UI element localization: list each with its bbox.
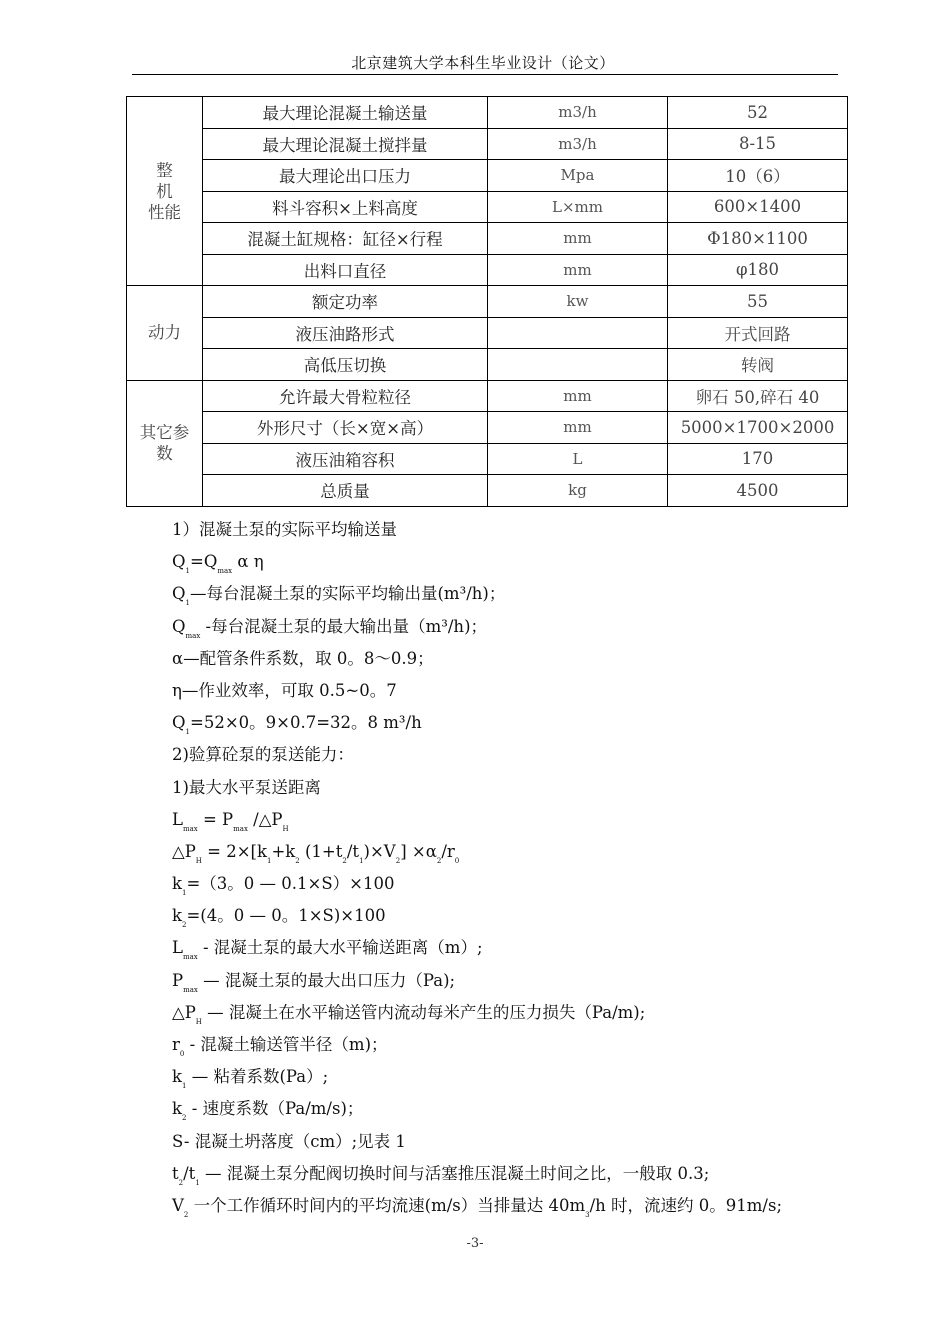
param-cell: 混凝土缸规格：缸径×行程 [203, 223, 488, 255]
text-run: —每台混凝土泵的实际平均输出量(m³/h)； [190, 584, 506, 604]
param-cell: 液压油箱容积 [203, 443, 488, 475]
subscript: 1 [266, 856, 272, 865]
text-run: (1+t [299, 841, 343, 861]
table-row [127, 254, 848, 286]
unit-cell: m3/h [488, 97, 668, 129]
param-cell: 允许最大骨粒粒径 [203, 380, 488, 412]
text-line [172, 932, 852, 964]
subscript: max [182, 824, 198, 833]
unit-cell [488, 317, 668, 349]
value-cell: 52 [668, 97, 848, 129]
table-row [127, 317, 848, 349]
text-run: - 混凝土泵的最大水平输送距离（m）; [197, 938, 483, 958]
text-line [172, 997, 852, 1029]
param-cell: 液压油路形式 [203, 317, 488, 349]
text-run: t [172, 1163, 179, 1183]
subscript: H [282, 824, 289, 833]
header-rule [132, 74, 838, 75]
unit-cell: mm [488, 223, 668, 255]
subscript: max [233, 824, 248, 833]
formula-line [172, 868, 852, 900]
param-cell: 最大理论混凝土输送量 [203, 97, 488, 129]
unit-cell: kw [488, 286, 668, 318]
param-cell: 额定功率 [203, 286, 488, 318]
table-row [127, 443, 848, 475]
text-run: -每台混凝土泵的最大输出量（m³/h)； [200, 616, 488, 636]
subscript: 2 [182, 921, 187, 930]
text-run: Q [172, 713, 186, 733]
unit-cell: mm [488, 412, 668, 444]
subscript: 2 [436, 856, 442, 865]
unit-cell: L [488, 443, 668, 475]
subscript: 2 [183, 1210, 189, 1219]
value-cell: 8-15 [668, 128, 848, 160]
table-row [127, 349, 848, 381]
subscript: H [195, 1017, 202, 1026]
text-run: /△P [247, 809, 283, 829]
table-row [127, 223, 848, 255]
subscript: H [195, 856, 202, 865]
text-run: V [172, 1195, 184, 1215]
text-run: — 粘着系数(Pa）; [186, 1067, 329, 1087]
subscript: 0 [179, 1050, 185, 1058]
text-line [172, 1061, 852, 1093]
subscript: max [217, 567, 233, 576]
subscript: 1 [359, 856, 364, 865]
text-run: k [172, 1099, 182, 1119]
text-run: L [172, 938, 183, 958]
text-run: k [172, 874, 182, 894]
text-run: △P [172, 1002, 196, 1022]
text-run: ] ×α [400, 841, 437, 861]
text-run: r [172, 1035, 180, 1054]
subscript: 3 [585, 1210, 590, 1219]
text-run: /h 时，流速约 0。91m/s; [589, 1195, 783, 1215]
formula-line [172, 900, 852, 932]
param-cell: 料斗容积×上料高度 [203, 191, 488, 223]
spec-table [126, 96, 848, 507]
text-run: = 2×[k [201, 841, 267, 861]
text-run: /t [183, 1163, 196, 1183]
table-row [127, 286, 848, 318]
table-row [127, 380, 848, 412]
text-run: △P [172, 841, 196, 861]
text-run: =(4。0 — 0。1×S)×100 [186, 906, 386, 926]
subscript: 0 [454, 856, 460, 865]
text-line [172, 1029, 852, 1061]
subscript: max [183, 985, 198, 994]
table-row [127, 97, 848, 129]
text-run: 一个工作循环时间内的平均流速(m/s）当排量达 40m [188, 1195, 586, 1215]
formula-line [172, 546, 852, 578]
subscript: 2 [295, 856, 300, 865]
text-run: k [172, 1067, 182, 1087]
subscript: max [182, 953, 198, 962]
value-cell: 55 [668, 286, 848, 318]
text-run: =Q [190, 552, 218, 572]
spec-table-body [127, 97, 848, 507]
subscript: max [185, 631, 201, 640]
text-run: Q [172, 552, 186, 572]
text-line [172, 1190, 852, 1222]
subscript: 2 [182, 1114, 187, 1123]
text-run: α η [232, 552, 264, 572]
text-line: α—配管条件系数，取 0。8～0.9； [172, 648, 434, 668]
text-run: =52×0。9×0.7=32。8 m³/h [190, 713, 422, 733]
group-label: 整 机 性能 [127, 97, 203, 286]
formula-line [172, 836, 852, 868]
subscript: 1 [185, 728, 190, 737]
value-cell: Φ180×1100 [668, 223, 848, 255]
unit-cell [488, 349, 668, 381]
table-row [127, 191, 848, 223]
param-cell: 外形尺寸（长×宽×高） [203, 412, 488, 444]
text-line: 1)最大水平泵送距离 [172, 777, 321, 797]
formula-line [172, 707, 852, 739]
value-cell: 卵石 50,碎石 40 [668, 380, 848, 412]
text-line: 2)验算砼泵的泵送能力： [172, 745, 354, 765]
unit-cell: mm [488, 380, 668, 412]
subscript: 1 [185, 599, 190, 608]
text-run: Q [172, 616, 186, 636]
group-label: 动力 [127, 286, 203, 381]
value-cell: 开式回路 [668, 317, 848, 349]
value-cell: 5000×1700×2000 [668, 412, 848, 444]
param-cell: 高低压切换 [203, 349, 488, 381]
table-row [127, 475, 848, 507]
subscript: 1 [195, 1178, 200, 1187]
table-row [127, 128, 848, 160]
param-cell: 最大理论出口压力 [203, 160, 488, 192]
text-run: )×V [363, 841, 396, 861]
page-header: 北京建筑大学本科生毕业设计（论文） [351, 54, 615, 72]
param-cell: 最大理论混凝土搅拌量 [203, 128, 488, 160]
unit-cell: Mpa [488, 160, 668, 192]
text-line [172, 578, 852, 610]
unit-cell: mm [488, 254, 668, 286]
body-text [172, 514, 852, 1222]
group-label: 其它参 数 [127, 380, 203, 506]
table-row [127, 412, 848, 444]
text-run: — 混凝土在水平输送管内流动每米产生的压力损失（Pa/m); [201, 1002, 646, 1022]
value-cell: φ180 [668, 254, 848, 286]
text-run: Q [172, 584, 186, 604]
param-cell: 总质量 [203, 475, 488, 507]
text-line [172, 1158, 852, 1190]
text-run: — 混凝土泵的最大出口压力（Pa); [197, 970, 456, 990]
value-cell: 转阀 [668, 349, 848, 381]
text-run: k [172, 906, 182, 926]
subscript: 1 [182, 889, 187, 898]
text-run: — 混凝土泵分配阀切换时间与活塞推压混凝土时间之比，一般取 0.3; [199, 1163, 710, 1183]
text-line: η—作业效率，可取 0.5~0。7 [172, 680, 397, 700]
text-run: - 速度系数（Pa/m/s)； [186, 1099, 364, 1119]
unit-cell: m3/h [488, 128, 668, 160]
subscript: 2 [395, 856, 401, 865]
unit-cell: kg [488, 475, 668, 507]
text-line [172, 1093, 852, 1125]
subscript: 1 [182, 1082, 187, 1091]
text-run: = P [197, 809, 234, 829]
unit-cell: L×mm [488, 191, 668, 223]
subscript: 2 [342, 856, 347, 865]
value-cell: 10（6） [668, 160, 848, 192]
param-cell: 出料口直径 [203, 254, 488, 286]
value-cell: 4500 [668, 475, 848, 507]
text-run: /r [441, 841, 455, 861]
table-row [127, 160, 848, 192]
text-run: =（3。0 — 0.1×S）×100 [186, 874, 395, 894]
page-number: -3- [466, 1236, 484, 1251]
value-cell: 170 [668, 443, 848, 475]
text-run: L [172, 809, 183, 829]
text-line [172, 965, 852, 997]
subscript: 1 [185, 567, 190, 576]
text-run: - 混凝土输送管半径（m)； [184, 1035, 388, 1054]
text-line [172, 611, 852, 643]
subscript: 2 [178, 1178, 184, 1187]
text-run: P [172, 970, 184, 990]
text-line: S- 混凝土坍落度（cm）;见表 1 [172, 1131, 406, 1151]
text-run: +k [271, 841, 296, 861]
formula-line [172, 804, 852, 836]
text-line: 1）混凝土泵的实际平均输送量 [172, 520, 397, 539]
text-run: /t [346, 841, 360, 861]
value-cell: 600×1400 [668, 191, 848, 223]
